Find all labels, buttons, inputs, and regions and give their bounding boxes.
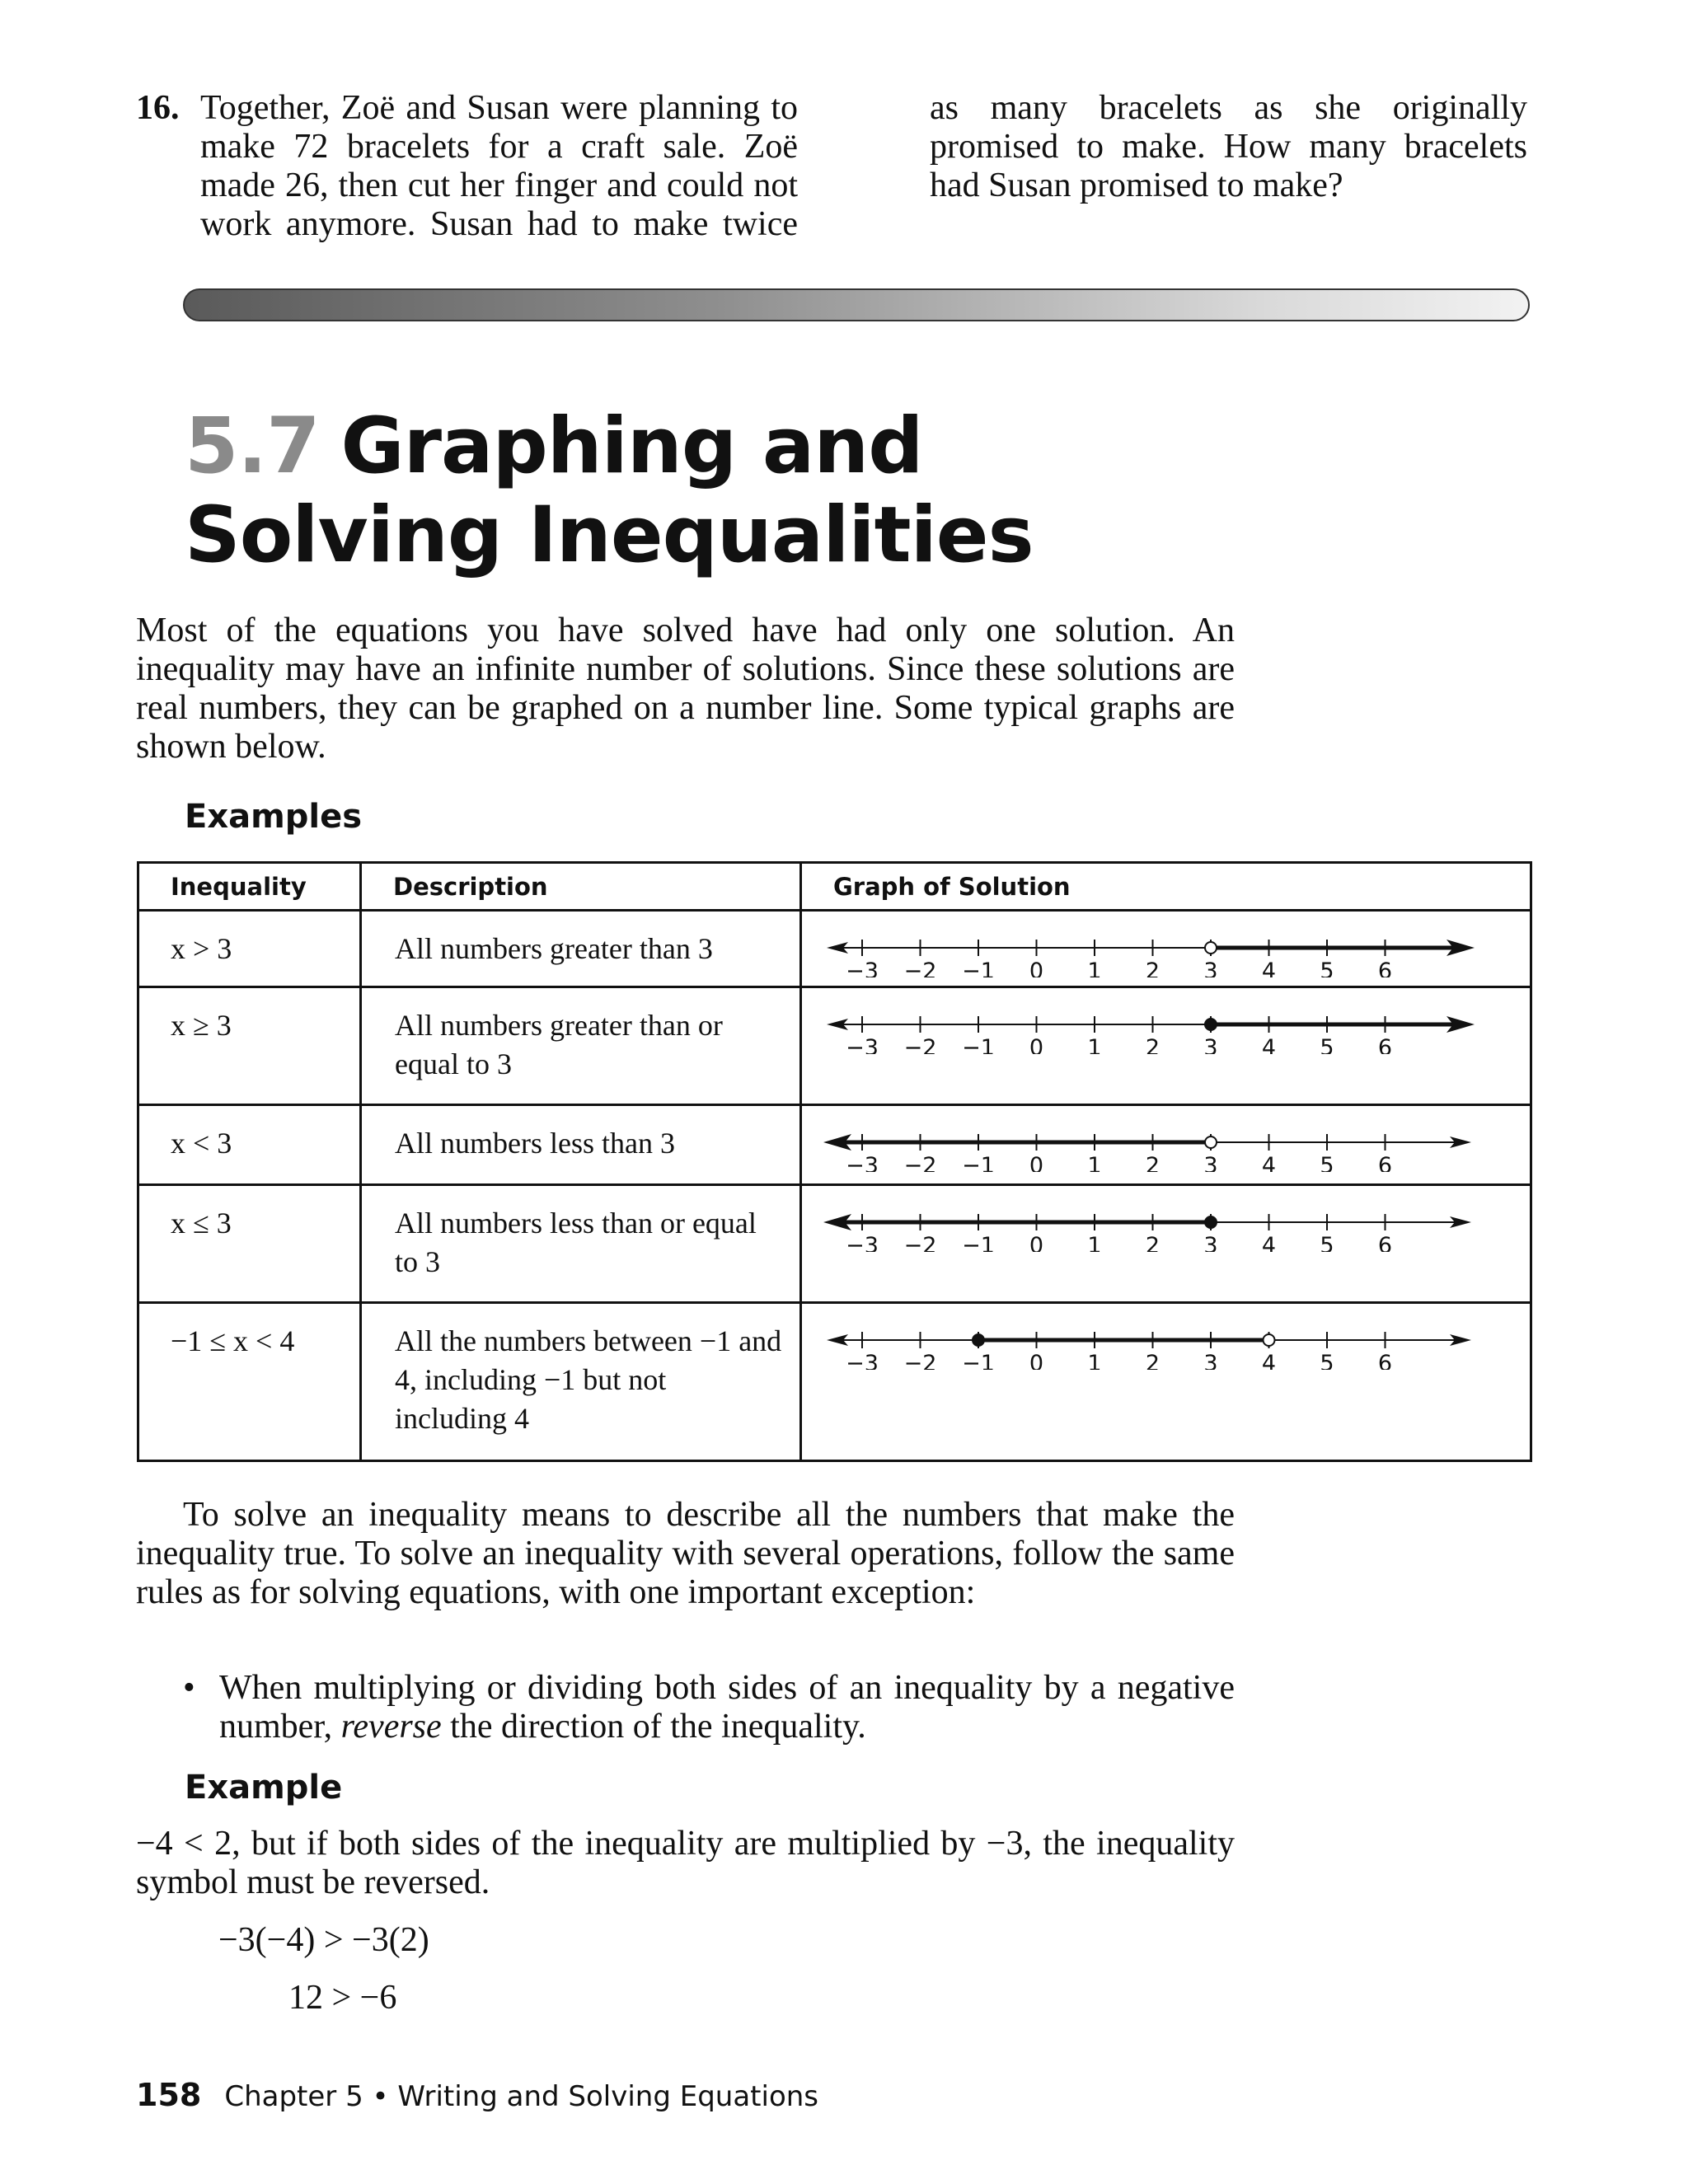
header-inequality: Inequality — [138, 863, 361, 911]
tick-label: 5 — [1320, 1035, 1334, 1054]
bullet-text-after: the direction of the inequality. — [441, 1708, 866, 1746]
closed-endpoint — [973, 1334, 984, 1346]
example-line-2: 12 > −6 — [288, 1979, 397, 2017]
bullet-text-before: When multiplying or dividing both sides of an inequality by a negative number, — [219, 1669, 1235, 1746]
tick-label: 6 — [1377, 1035, 1393, 1054]
bullet-text — [219, 1669, 1235, 1746]
tick-label: −3 — [846, 958, 879, 977]
tick-label: 5 — [1320, 1351, 1334, 1370]
row-description: All numbers greater than 3 — [361, 911, 801, 987]
tick-label: 3 — [1203, 958, 1218, 977]
row-graph — [801, 1105, 1531, 1185]
solve-paragraph: To solve an inequality means to describe all the numbers that make the inequality true. To solve an inequality with several operations, follow the same rules as for solving equations, with one important exception: — [136, 1496, 1235, 1611]
tick-label: −3 — [846, 1233, 879, 1252]
tick-label: 4 — [1261, 1351, 1277, 1370]
tick-label: −3 — [846, 1035, 879, 1054]
tick-label: 5 — [1320, 958, 1334, 977]
tick-label: 2 — [1145, 1153, 1160, 1172]
row-graph — [801, 1303, 1531, 1461]
number-line — [802, 1106, 1527, 1172]
tick-label: −1 — [962, 958, 995, 977]
tick-label: 6 — [1377, 958, 1393, 977]
intro-paragraph: Most of the equations you have solved have had only one solution. An inequality may have an infinite number of solutions. Since these solutions are real numbers, they can be graphed on a number line. Some typical graphs are shown below. — [136, 612, 1235, 766]
row-description: All numbers greater than or equal to 3 — [361, 987, 801, 1105]
table-row — [138, 987, 1531, 1105]
table-row — [138, 1303, 1531, 1461]
tick-label: 3 — [1203, 1233, 1218, 1252]
tick-label: 0 — [1029, 958, 1044, 977]
tick-label: 1 — [1087, 1153, 1102, 1172]
number-line — [802, 1304, 1527, 1370]
tick-label: 1 — [1087, 1351, 1102, 1370]
open-endpoint — [1205, 942, 1217, 954]
tick-label: 4 — [1261, 1233, 1277, 1252]
tick-label: −2 — [903, 1233, 937, 1252]
section-divider-bar — [183, 288, 1530, 321]
tick-label: 2 — [1145, 958, 1160, 977]
row-description: All the numbers between −1 and 4, including −1 but not including 4 — [361, 1303, 801, 1461]
tick-label: 0 — [1029, 1153, 1044, 1172]
tick-label: 0 — [1029, 1233, 1044, 1252]
number-line — [802, 988, 1527, 1054]
bullet-emphasis: reverse — [340, 1708, 442, 1746]
tick-label: 2 — [1145, 1233, 1160, 1252]
example-text: −4 < 2, but if both sides of the inequality are multiplied by −3, the inequality symbol must be reversed. — [136, 1825, 1235, 1901]
table-row — [138, 911, 1531, 987]
row-description: All numbers less than or equal to 3 — [361, 1185, 801, 1303]
tick-label: 5 — [1320, 1233, 1334, 1252]
section-title-line2: Solving Inequalities — [185, 490, 1034, 580]
row-inequality: x > 3 — [138, 911, 361, 987]
table-row — [138, 1105, 1531, 1185]
tick-label: −1 — [962, 1351, 995, 1370]
table-header-row — [138, 863, 1531, 911]
open-endpoint — [1205, 1137, 1217, 1148]
tick-label: −1 — [962, 1153, 995, 1172]
closed-endpoint — [1205, 1216, 1217, 1228]
number-line — [802, 912, 1527, 977]
examples-heading: Examples — [185, 798, 363, 836]
row-inequality: −1 ≤ x < 4 — [138, 1303, 361, 1461]
chapter-title: Chapter 5 • Writing and Solving Equations — [224, 2080, 819, 2113]
section-title-line1: Graphing and — [340, 401, 923, 491]
tick-label: 2 — [1145, 1035, 1160, 1054]
row-inequality: x < 3 — [138, 1105, 361, 1185]
problem-16 — [136, 89, 1529, 254]
tick-label: −3 — [846, 1351, 879, 1370]
tick-label: 4 — [1261, 958, 1277, 977]
row-inequality: x ≥ 3 — [138, 987, 361, 1105]
tick-label: 0 — [1029, 1351, 1044, 1370]
row-graph — [801, 911, 1531, 987]
section-heading — [185, 402, 1034, 580]
row-description: All numbers less than 3 — [361, 1105, 801, 1185]
tick-label: 5 — [1320, 1153, 1334, 1172]
section-number: 5.7 — [185, 401, 320, 491]
tick-label: 6 — [1377, 1153, 1393, 1172]
tick-label: 1 — [1087, 1233, 1102, 1252]
row-graph — [801, 1185, 1531, 1303]
tick-label: −2 — [903, 1153, 937, 1172]
header-graph: Graph of Solution — [801, 863, 1531, 911]
tick-label: 0 — [1029, 1035, 1044, 1054]
tick-label: 6 — [1377, 1351, 1393, 1370]
tick-label: 3 — [1203, 1351, 1218, 1370]
tick-label: −2 — [903, 958, 937, 977]
open-endpoint — [1264, 1334, 1275, 1346]
tick-label: 3 — [1203, 1153, 1218, 1172]
problem-text: Together, Zoë and Susan were planning to make 72 bracelets for a craft sale. Zoë made 26, then cut her finger and could not work anymore. Susan had to make twice as many bracelets as she originally promised to make. How many bracelets had Susan promised to make? — [200, 89, 1527, 243]
tick-label: 2 — [1145, 1351, 1160, 1370]
tick-label: −3 — [846, 1153, 879, 1172]
tick-label: 6 — [1377, 1233, 1393, 1252]
tick-label: 1 — [1087, 958, 1102, 977]
row-graph — [801, 987, 1531, 1105]
tick-label: 1 — [1087, 1035, 1102, 1054]
table-row — [138, 1185, 1531, 1303]
bullet-symbol: • — [183, 1669, 195, 1707]
tick-label: −1 — [962, 1035, 995, 1054]
examples-table — [137, 861, 1532, 1462]
problem-number: 16. — [136, 89, 180, 127]
number-line — [802, 1186, 1527, 1252]
tick-label: 4 — [1261, 1153, 1277, 1172]
header-description: Description — [361, 863, 801, 911]
tick-label: 3 — [1203, 1035, 1218, 1054]
closed-endpoint — [1205, 1019, 1217, 1030]
example-heading: Example — [185, 1769, 343, 1807]
page-footer — [136, 2077, 818, 2113]
example-line-1: −3(−4) > −3(2) — [218, 1921, 429, 1959]
tick-label: −2 — [903, 1351, 937, 1370]
tick-label: −1 — [962, 1233, 995, 1252]
tick-label: −2 — [903, 1035, 937, 1054]
row-inequality: x ≤ 3 — [138, 1185, 361, 1303]
tick-label: 4 — [1261, 1035, 1277, 1054]
page-number: 158 — [136, 2077, 202, 2113]
